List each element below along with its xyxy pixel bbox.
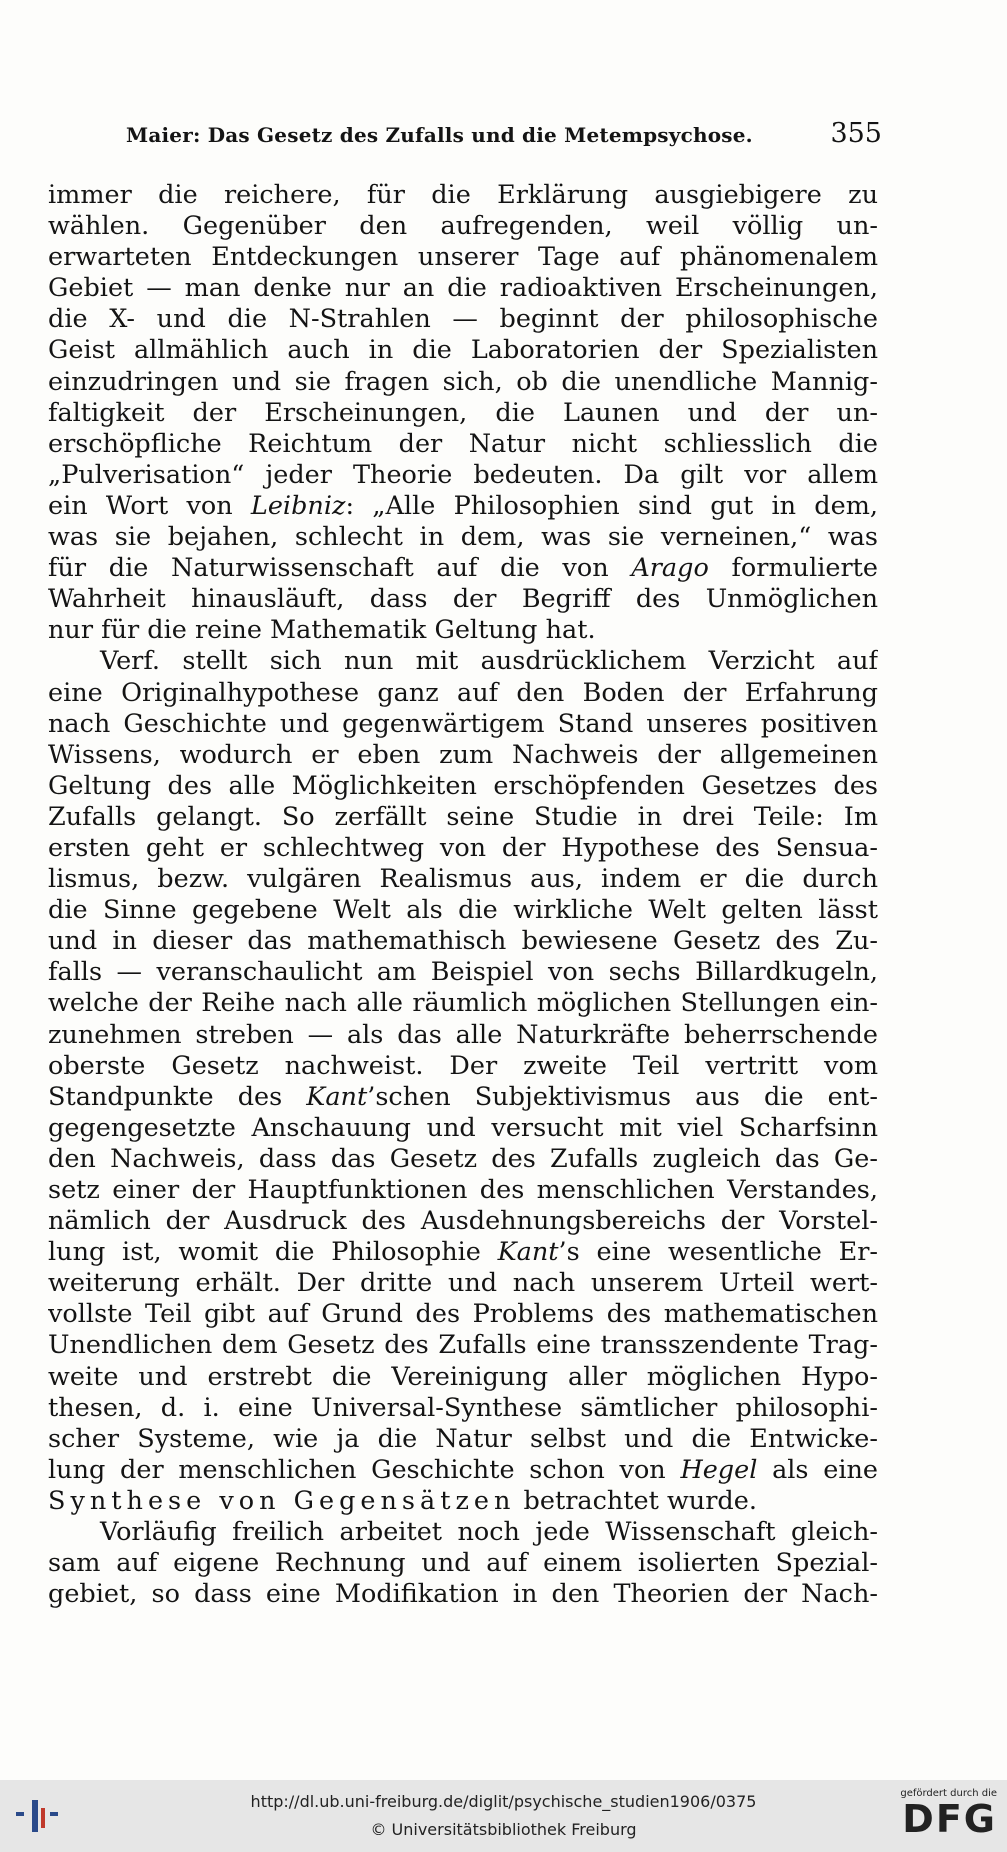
- text-line: [48, 460, 878, 491]
- text-line: [48, 709, 878, 740]
- italic-name: Kant: [497, 1237, 559, 1268]
- line-text: Zufalls gelangt. So zerfällt seine Studie in drei Teile: Im: [48, 801, 878, 832]
- line-text: setz einer der Hauptfunktionen des menschlichen Verstandes,: [48, 1175, 878, 1205]
- italic-name: Hegel: [680, 1454, 758, 1485]
- line-text: Geltung des alle Möglichkeiten erschöpfenden Gesetzes des: [48, 770, 878, 801]
- text-line: [48, 1517, 878, 1548]
- line-text: Gebiet — man denke nur an die radioaktiven Erscheinungen,: [48, 273, 878, 304]
- text-line: [48, 646, 878, 677]
- text-line: [48, 864, 878, 895]
- text-line: [48, 367, 878, 398]
- line-text-post: : „Alle Philosophien sind gut in dem,: [345, 490, 878, 521]
- text-line: [48, 1424, 878, 1455]
- text-line: [48, 429, 878, 460]
- line-text: Wahrheit hinausläuft, dass der Begriff des Unmöglichen: [48, 584, 878, 615]
- line-text: die X- und die N-Strahlen — beginnt der philosophische: [48, 304, 878, 335]
- line-text-pre: ein Wort von: [48, 490, 251, 521]
- dfg-funding-badge: [887, 1788, 997, 1846]
- line-text: nach Geschichte und gegenwärtigem Stand unseres positiven: [48, 708, 878, 739]
- text-line: [48, 1362, 878, 1393]
- text-line: [48, 1020, 878, 1051]
- text-line: [48, 771, 878, 802]
- running-header: [126, 118, 882, 154]
- source-url-link[interactable]: http://dl.ub.uni-freiburg.de/diglit/psychische_studien1906/0375: [250, 1792, 757, 1811]
- line-text: eine Originalhypothese ganz auf den Boden der Erfahrung: [48, 677, 878, 708]
- text-line: [48, 398, 878, 429]
- text-line: [48, 1486, 878, 1517]
- italic-name: Kant: [306, 1081, 368, 1112]
- text-line: [48, 584, 878, 615]
- line-text-post: formulierte: [708, 553, 878, 584]
- text-line: [48, 1455, 878, 1486]
- text-line: [48, 615, 878, 646]
- text-line: [48, 988, 878, 1019]
- line-text-post: ’s eine wesentliche Er-: [558, 1237, 878, 1268]
- italic-name: Arago: [631, 553, 709, 584]
- text-line: [48, 1299, 878, 1330]
- line-text: gegengesetzte Anschauung und versucht mit viel Scharfsinn: [48, 1112, 878, 1143]
- line-text: lismus, bezw. vulgären Realismus aus, indem er die durch: [48, 864, 878, 895]
- line-text: immer die reichere, für die Erklärung ausgiebigere zu: [48, 180, 878, 210]
- line-text-pre: lung der menschlichen Geschichte schon von: [48, 1454, 681, 1485]
- text-line: [48, 833, 878, 864]
- footer-bar: [0, 1780, 1007, 1852]
- line-text: und in dieser das mathemathisch bewiesene Gesetz des Zu-: [48, 926, 878, 957]
- body-text: [48, 180, 878, 1610]
- text-line: [48, 242, 878, 273]
- line-text: erwarteten Entdeckungen unserer Tage auf phänomenalem: [48, 242, 878, 273]
- italic-name: Leibniz: [250, 490, 346, 521]
- line-text: Unendlichen dem Gesetz des Zufalls eine transszendente Trag-: [48, 1330, 878, 1361]
- text-line: [48, 211, 878, 242]
- line-text: wählen. Gegenüber den aufregenden, weil völlig un-: [48, 211, 878, 242]
- line-text: die Sinne gegebene Welt als die wirkliche Welt gelten lässt: [48, 895, 878, 926]
- line-text: erschöpfliche Reichtum der Natur nicht schliesslich die: [48, 428, 878, 459]
- text-line: [48, 1393, 878, 1424]
- line-text: „Pulverisation“ jeder Theorie bedeuten. Da gilt vor allem: [48, 459, 878, 490]
- line-text: Vorläufig freilich arbeitet noch jede Wissenschaft gleich-: [100, 1517, 878, 1548]
- page-number: 355: [830, 118, 882, 149]
- text-line: [48, 335, 878, 366]
- text-line: [48, 553, 878, 584]
- text-line: [48, 926, 878, 957]
- line-text: Verf. stellt sich nun mit ausdrücklichem Verzicht auf: [100, 646, 878, 677]
- text-line: [48, 1268, 878, 1299]
- line-text: weiterung erhält. Der dritte und nach unserem Urteil wert-: [48, 1268, 878, 1299]
- line-text: gebiet, so dass eine Modifikation in den Theorien der Nach-: [48, 1579, 878, 1610]
- text-line: [48, 273, 878, 304]
- line-text: sam auf eigene Rechnung und auf einem isolierten Spezial-: [48, 1548, 878, 1579]
- line-text: Wissens, wodurch er eben zum Nachweis der allgemeinen: [48, 739, 878, 770]
- line-text: faltigkeit der Erscheinungen, die Launen und der un-: [48, 397, 878, 428]
- copyright-notice: © Universitätsbibliothek Freiburg: [370, 1820, 637, 1839]
- text-line: [48, 1051, 878, 1082]
- text-line: [48, 522, 878, 553]
- line-text: nämlich der Ausdruck des Ausdehnungsbereichs der Vorstel-: [48, 1206, 878, 1237]
- text-line: [48, 1206, 878, 1237]
- line-text: oberste Gesetz nachweist. Der zweite Teil vertritt vom: [48, 1050, 878, 1081]
- text-line: [48, 1579, 878, 1610]
- line-text: falls — veranschaulicht am Beispiel von sechs Billardkugeln,: [48, 957, 878, 988]
- text-line: [48, 1113, 878, 1144]
- text-line: [48, 1330, 878, 1361]
- running-title: Maier: Das Gesetz des Zufalls und die Metempsychose.: [126, 123, 753, 147]
- line-text: ersten geht er schlechtweg von der Hypothese des Sensua-: [48, 832, 878, 863]
- text-line: [48, 180, 878, 211]
- text-line: [48, 802, 878, 833]
- text-line: [48, 895, 878, 926]
- line-text-post: als eine: [757, 1454, 878, 1485]
- text-line: [48, 1548, 878, 1579]
- line-text-pre: Standpunkte des: [48, 1081, 307, 1112]
- line-text: nur für die reine Mathematik Geltung hat.: [48, 615, 596, 646]
- text-line: [48, 740, 878, 771]
- text-line: [48, 1082, 878, 1113]
- line-text-post: ’schen Subjektivismus aus die ent-: [367, 1081, 878, 1112]
- text-line: [48, 491, 878, 522]
- text-line: [48, 1237, 878, 1268]
- line-text: thesen, d. i. eine Universal-Synthese sämtlicher philosophi-: [48, 1392, 878, 1423]
- line-text: zunehmen streben — als das alle Naturkräfte beherrschende: [48, 1019, 878, 1050]
- line-text-pre: lung ist, womit die Philosophie: [48, 1237, 498, 1268]
- line-text: den Nachweis, dass das Gesetz des Zufalls zugleich das Ge-: [48, 1143, 878, 1174]
- line-text: einzudringen und sie fragen sich, ob die unendliche Mannig-: [48, 366, 878, 397]
- text-line: [48, 957, 878, 988]
- text-line: [48, 304, 878, 335]
- text-line: [48, 1144, 878, 1175]
- line-text: weite und erstrebt die Vereinigung aller möglichen Hypo-: [48, 1361, 878, 1392]
- line-text: scher Systeme, wie ja die Natur selbst und die Entwicke-: [48, 1423, 878, 1454]
- dfg-logo: DFG: [902, 1797, 997, 1841]
- spaced-text: Synthese von Gegensätzen: [48, 1485, 516, 1516]
- dfg-caption: gefördert durch die: [900, 1788, 997, 1799]
- line-text: vollste Teil gibt auf Grund des Problems des mathematischen: [48, 1299, 878, 1330]
- text-line: [48, 1175, 878, 1206]
- text-line: [48, 678, 878, 709]
- line-text: Geist allmählich auch in die Laboratorien der Spezialisten: [48, 335, 878, 366]
- line-text-post: betrachtet wurde.: [515, 1485, 757, 1516]
- line-text: was sie bejahen, schlecht in dem, was sie verneinen,“ was: [48, 522, 878, 553]
- line-text: welche der Reihe nach alle räumlich möglichen Stellungen ein-: [48, 988, 878, 1019]
- line-text-pre: für die Naturwissenschaft auf die von: [48, 553, 632, 584]
